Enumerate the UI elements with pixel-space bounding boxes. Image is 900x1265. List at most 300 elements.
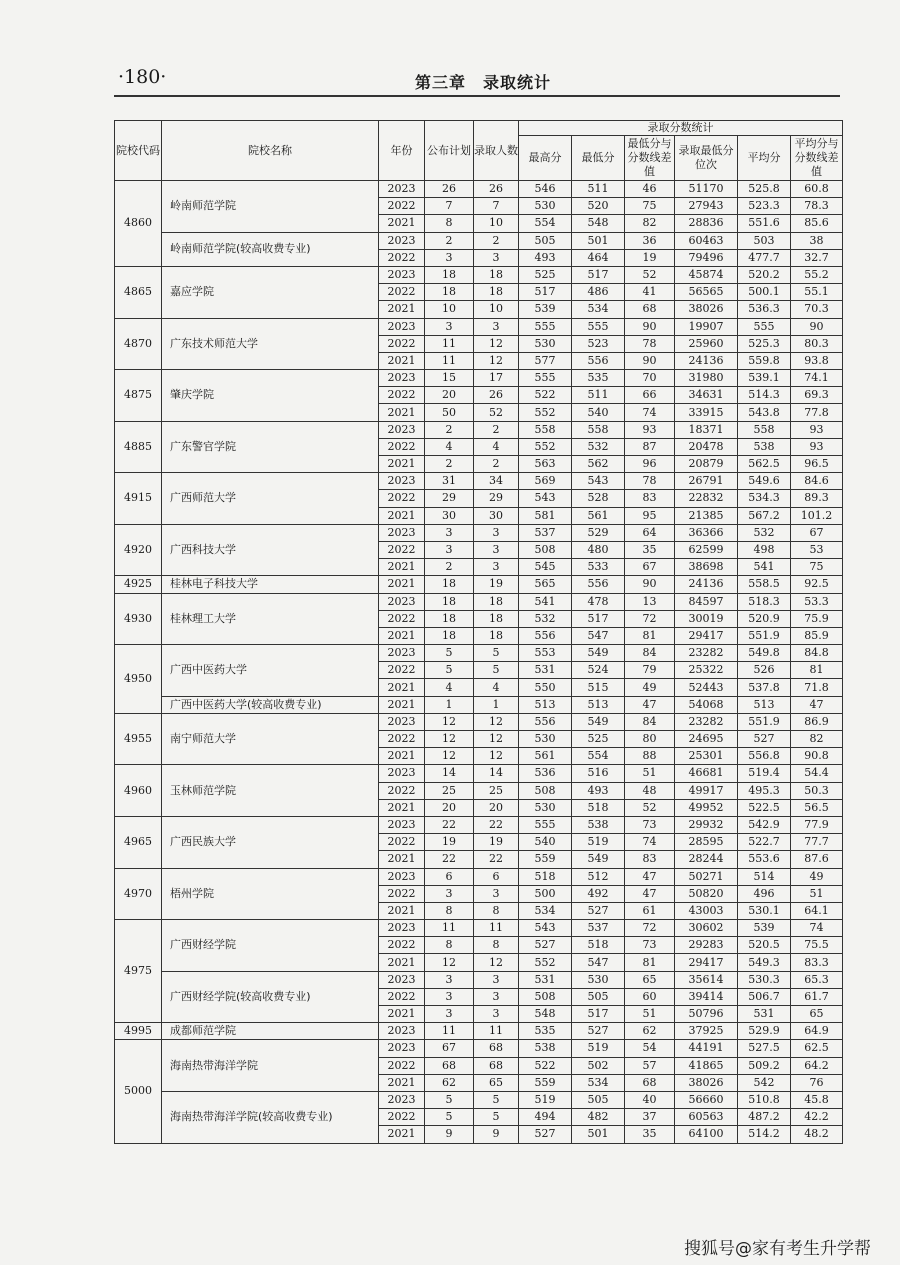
page-number: ·180· [118,66,167,88]
admitted-cell: 3 [474,541,519,558]
year-cell: 2023 [379,232,425,249]
max-score-cell: 500 [519,885,572,902]
table-row [115,181,843,198]
min-diff-cell: 51 [625,1006,675,1023]
admitted-cell: 11 [474,920,519,937]
avg-diff-cell: 78.3 [791,198,843,215]
min-diff-cell: 84 [625,713,675,730]
plan-cell: 14 [425,765,474,782]
admitted-cell: 4 [474,438,519,455]
avg-diff-cell: 86.9 [791,713,843,730]
min-diff-cell: 64 [625,524,675,541]
min-diff-cell: 93 [625,421,675,438]
min-score-cell: 515 [572,679,625,696]
school-code: 4860 [115,181,162,267]
min-score-cell: 520 [572,198,625,215]
min-diff-cell: 79 [625,662,675,679]
year-cell: 2022 [379,1109,425,1126]
plan-cell: 3 [425,885,474,902]
table-row [115,645,843,662]
avg-score-cell: 514 [738,868,791,885]
plan-cell: 3 [425,988,474,1005]
year-cell: 2021 [379,627,425,644]
avg-score-cell: 558 [738,421,791,438]
avg-score-cell: 496 [738,885,791,902]
min-score-cell: 523 [572,335,625,352]
admitted-cell: 5 [474,1091,519,1108]
avg-score-cell: 509.2 [738,1057,791,1074]
min-score-cell: 527 [572,902,625,919]
avg-diff-cell: 47 [791,696,843,713]
min-diff-cell: 47 [625,696,675,713]
min-rank-cell: 49952 [675,799,738,816]
min-rank-cell: 19907 [675,318,738,335]
min-rank-cell: 60563 [675,1109,738,1126]
admitted-cell: 14 [474,765,519,782]
school-code: 4930 [115,593,162,645]
max-score-cell: 522 [519,387,572,404]
min-score-cell: 482 [572,1109,625,1126]
school-name: 海南热带海洋学院 [162,1040,379,1092]
year-cell: 2023 [379,181,425,198]
admitted-cell: 12 [474,731,519,748]
avg-diff-cell: 87.6 [791,851,843,868]
max-score-cell: 553 [519,645,572,662]
max-score-cell: 530 [519,731,572,748]
admitted-cell: 8 [474,902,519,919]
year-cell: 2023 [379,645,425,662]
year-cell: 2021 [379,696,425,713]
table-row [115,696,843,713]
header-min-diff: 最低分与分数线差值 [625,136,675,181]
min-score-cell: 517 [572,610,625,627]
min-diff-cell: 62 [625,1023,675,1040]
min-rank-cell: 28595 [675,834,738,851]
plan-cell: 26 [425,181,474,198]
min-diff-cell: 88 [625,748,675,765]
school-name: 玉林师范学院 [162,765,379,817]
min-rank-cell: 38698 [675,559,738,576]
admitted-cell: 3 [474,524,519,541]
school-code: 4920 [115,524,162,576]
admitted-cell: 12 [474,335,519,352]
admitted-cell: 26 [474,387,519,404]
max-score-cell: 548 [519,1006,572,1023]
school-code: 4925 [115,576,162,593]
admitted-cell: 20 [474,799,519,816]
avg-score-cell: 525.3 [738,335,791,352]
school-code: 4960 [115,765,162,817]
min-diff-cell: 70 [625,370,675,387]
admitted-cell: 3 [474,249,519,266]
min-diff-cell: 65 [625,971,675,988]
avg-diff-cell: 93 [791,421,843,438]
year-cell: 2023 [379,370,425,387]
avg-score-cell: 555 [738,318,791,335]
avg-score-cell: 536.3 [738,301,791,318]
min-diff-cell: 74 [625,404,675,421]
min-score-cell: 525 [572,731,625,748]
school-code: 4870 [115,318,162,370]
max-score-cell: 494 [519,1109,572,1126]
min-score-cell: 529 [572,524,625,541]
max-score-cell: 518 [519,868,572,885]
min-score-cell: 501 [572,1126,625,1143]
max-score-cell: 563 [519,456,572,473]
avg-diff-cell: 42.2 [791,1109,843,1126]
admitted-cell: 22 [474,816,519,833]
min-rank-cell: 43003 [675,902,738,919]
year-cell: 2023 [379,524,425,541]
min-score-cell: 502 [572,1057,625,1074]
min-rank-cell: 34631 [675,387,738,404]
min-score-cell: 511 [572,387,625,404]
plan-cell: 20 [425,387,474,404]
plan-cell: 7 [425,198,474,215]
year-cell: 2021 [379,215,425,232]
header-score-group: 录取分数统计 [519,121,843,136]
min-score-cell: 464 [572,249,625,266]
min-rank-cell: 28244 [675,851,738,868]
min-diff-cell: 13 [625,593,675,610]
admitted-cell: 10 [474,301,519,318]
avg-score-cell: 542.9 [738,816,791,833]
admitted-cell: 12 [474,352,519,369]
plan-cell: 5 [425,1091,474,1108]
min-score-cell: 493 [572,782,625,799]
min-diff-cell: 40 [625,1091,675,1108]
avg-diff-cell: 85.9 [791,627,843,644]
avg-diff-cell: 69.3 [791,387,843,404]
admitted-cell: 6 [474,868,519,885]
min-rank-cell: 23282 [675,713,738,730]
min-diff-cell: 90 [625,318,675,335]
table-row [115,816,843,833]
min-rank-cell: 20478 [675,438,738,455]
year-cell: 2021 [379,301,425,318]
plan-cell: 22 [425,816,474,833]
admitted-cell: 5 [474,662,519,679]
year-cell: 2022 [379,541,425,558]
year-cell: 2022 [379,1057,425,1074]
year-cell: 2023 [379,765,425,782]
min-rank-cell: 20879 [675,456,738,473]
avg-score-cell: 534.3 [738,490,791,507]
year-cell: 2021 [379,404,425,421]
plan-cell: 25 [425,782,474,799]
max-score-cell: 581 [519,507,572,524]
avg-score-cell: 487.2 [738,1109,791,1126]
year-cell: 2023 [379,593,425,610]
avg-diff-cell: 71.8 [791,679,843,696]
avg-score-cell: 527 [738,731,791,748]
avg-score-cell: 477.7 [738,249,791,266]
min-score-cell: 517 [572,266,625,283]
min-diff-cell: 47 [625,868,675,885]
school-name: 岭南师范学院 [162,181,379,233]
plan-cell: 8 [425,902,474,919]
year-cell: 2022 [379,490,425,507]
year-cell: 2021 [379,352,425,369]
school-code: 4875 [115,370,162,422]
min-score-cell: 527 [572,1023,625,1040]
year-cell: 2021 [379,559,425,576]
admitted-cell: 5 [474,645,519,662]
header-min: 最低分 [572,136,625,181]
min-diff-cell: 60 [625,988,675,1005]
school-name: 广东技术师范大学 [162,318,379,370]
avg-diff-cell: 96.5 [791,456,843,473]
school-name: 广西民族大学 [162,816,379,868]
max-score-cell: 552 [519,404,572,421]
min-score-cell: 547 [572,627,625,644]
avg-diff-cell: 84.8 [791,645,843,662]
plan-cell: 4 [425,679,474,696]
min-score-cell: 513 [572,696,625,713]
admitted-cell: 3 [474,971,519,988]
header-plan: 公布计划 [425,121,474,181]
year-cell: 2022 [379,335,425,352]
avg-diff-cell: 80.3 [791,335,843,352]
plan-cell: 1 [425,696,474,713]
plan-cell: 11 [425,352,474,369]
plan-cell: 2 [425,232,474,249]
min-rank-cell: 29932 [675,816,738,833]
avg-diff-cell: 53 [791,541,843,558]
min-diff-cell: 83 [625,490,675,507]
school-code: 4955 [115,713,162,765]
max-score-cell: 527 [519,1126,572,1143]
year-cell: 2023 [379,1023,425,1040]
avg-score-cell: 539.1 [738,370,791,387]
min-score-cell: 556 [572,352,625,369]
min-diff-cell: 82 [625,215,675,232]
max-score-cell: 531 [519,662,572,679]
max-score-cell: 525 [519,266,572,283]
table-row [115,593,843,610]
avg-diff-cell: 67 [791,524,843,541]
avg-diff-cell: 82 [791,731,843,748]
min-score-cell: 548 [572,215,625,232]
min-diff-cell: 84 [625,645,675,662]
plan-cell: 9 [425,1126,474,1143]
year-cell: 2023 [379,266,425,283]
admitted-cell: 3 [474,318,519,335]
min-score-cell: 518 [572,799,625,816]
admitted-cell: 19 [474,576,519,593]
min-rank-cell: 29417 [675,954,738,971]
max-score-cell: 545 [519,559,572,576]
min-diff-cell: 61 [625,902,675,919]
min-rank-cell: 26791 [675,473,738,490]
school-name: 梧州学院 [162,868,379,920]
table-row [115,524,843,541]
min-score-cell: 516 [572,765,625,782]
plan-cell: 5 [425,1109,474,1126]
max-score-cell: 538 [519,1040,572,1057]
year-cell: 2023 [379,920,425,937]
plan-cell: 68 [425,1057,474,1074]
year-cell: 2021 [379,576,425,593]
admitted-cell: 22 [474,851,519,868]
avg-diff-cell: 61.7 [791,988,843,1005]
avg-diff-cell: 56.5 [791,799,843,816]
plan-cell: 2 [425,559,474,576]
year-cell: 2022 [379,610,425,627]
plan-cell: 18 [425,284,474,301]
avg-score-cell: 514.3 [738,387,791,404]
min-diff-cell: 47 [625,885,675,902]
school-name: 嘉应学院 [162,266,379,318]
avg-score-cell: 539 [738,920,791,937]
plan-cell: 62 [425,1074,474,1091]
year-cell: 2021 [379,1074,425,1091]
avg-diff-cell: 84.6 [791,473,843,490]
min-score-cell: 518 [572,937,625,954]
school-code: 4950 [115,645,162,714]
year-cell: 2023 [379,1091,425,1108]
school-code: 4970 [115,868,162,920]
max-score-cell: 546 [519,181,572,198]
table-row [115,1040,843,1057]
avg-score-cell: 530.1 [738,902,791,919]
plan-cell: 2 [425,456,474,473]
year-cell: 2023 [379,868,425,885]
plan-cell: 6 [425,868,474,885]
avg-score-cell: 537.8 [738,679,791,696]
min-score-cell: 543 [572,473,625,490]
plan-cell: 5 [425,662,474,679]
avg-score-cell: 520.9 [738,610,791,627]
min-diff-cell: 48 [625,782,675,799]
min-score-cell: 511 [572,181,625,198]
admitted-cell: 18 [474,266,519,283]
min-diff-cell: 78 [625,335,675,352]
table-row [115,232,843,249]
plan-cell: 12 [425,954,474,971]
plan-cell: 4 [425,438,474,455]
year-cell: 2022 [379,438,425,455]
school-code: 4975 [115,920,162,1023]
avg-diff-cell: 48.2 [791,1126,843,1143]
header-code: 院校代码 [115,121,162,181]
admitted-cell: 18 [474,593,519,610]
max-score-cell: 541 [519,593,572,610]
school-name: 广西师范大学 [162,473,379,525]
avg-diff-cell: 55.1 [791,284,843,301]
min-diff-cell: 81 [625,954,675,971]
admitted-cell: 3 [474,559,519,576]
year-cell: 2022 [379,988,425,1005]
min-score-cell: 512 [572,868,625,885]
min-score-cell: 486 [572,284,625,301]
admitted-cell: 25 [474,782,519,799]
min-diff-cell: 74 [625,834,675,851]
min-rank-cell: 24695 [675,731,738,748]
avg-score-cell: 543.8 [738,404,791,421]
max-score-cell: 508 [519,782,572,799]
plan-cell: 2 [425,421,474,438]
school-name: 广西中医药大学 [162,645,379,697]
admitted-cell: 18 [474,284,519,301]
year-cell: 2022 [379,662,425,679]
year-cell: 2021 [379,851,425,868]
avg-score-cell: 503 [738,232,791,249]
table-row [115,370,843,387]
admitted-cell: 3 [474,988,519,1005]
min-diff-cell: 73 [625,816,675,833]
min-diff-cell: 36 [625,232,675,249]
avg-score-cell: 549.6 [738,473,791,490]
plan-cell: 29 [425,490,474,507]
plan-cell: 18 [425,266,474,283]
min-rank-cell: 25322 [675,662,738,679]
plan-cell: 12 [425,748,474,765]
max-score-cell: 537 [519,524,572,541]
min-score-cell: 561 [572,507,625,524]
school-name: 南宁师范大学 [162,713,379,765]
table-row [115,765,843,782]
year-cell: 2022 [379,885,425,902]
plan-cell: 20 [425,799,474,816]
max-score-cell: 530 [519,198,572,215]
avg-score-cell: 553.6 [738,851,791,868]
min-rank-cell: 22832 [675,490,738,507]
min-diff-cell: 72 [625,920,675,937]
avg-score-cell: 514.2 [738,1126,791,1143]
max-score-cell: 508 [519,541,572,558]
admitted-cell: 12 [474,713,519,730]
min-rank-cell: 62599 [675,541,738,558]
table-row [115,1091,843,1108]
avg-score-cell: 525.8 [738,181,791,198]
min-rank-cell: 36366 [675,524,738,541]
avg-score-cell: 520.5 [738,937,791,954]
max-score-cell: 532 [519,610,572,627]
school-name: 广西财经学院(较高收费专业) [162,971,379,1023]
avg-score-cell: 510.8 [738,1091,791,1108]
avg-score-cell: 558.5 [738,576,791,593]
min-diff-cell: 51 [625,765,675,782]
min-score-cell: 554 [572,748,625,765]
plan-cell: 18 [425,576,474,593]
school-name: 广西科技大学 [162,524,379,576]
header-rule [114,95,840,97]
min-diff-cell: 90 [625,576,675,593]
min-rank-cell: 38026 [675,1074,738,1091]
avg-score-cell: 531 [738,1006,791,1023]
min-diff-cell: 96 [625,456,675,473]
max-score-cell: 519 [519,1091,572,1108]
plan-cell: 12 [425,731,474,748]
avg-diff-cell: 51 [791,885,843,902]
min-diff-cell: 37 [625,1109,675,1126]
avg-diff-cell: 77.8 [791,404,843,421]
max-score-cell: 556 [519,713,572,730]
min-rank-cell: 60463 [675,232,738,249]
min-diff-cell: 95 [625,507,675,524]
school-code: 4865 [115,266,162,318]
year-cell: 2021 [379,679,425,696]
plan-cell: 50 [425,404,474,421]
avg-score-cell: 495.3 [738,782,791,799]
min-score-cell: 533 [572,559,625,576]
min-score-cell: 530 [572,971,625,988]
avg-diff-cell: 45.8 [791,1091,843,1108]
plan-cell: 15 [425,370,474,387]
avg-diff-cell: 76 [791,1074,843,1091]
avg-diff-cell: 70.3 [791,301,843,318]
